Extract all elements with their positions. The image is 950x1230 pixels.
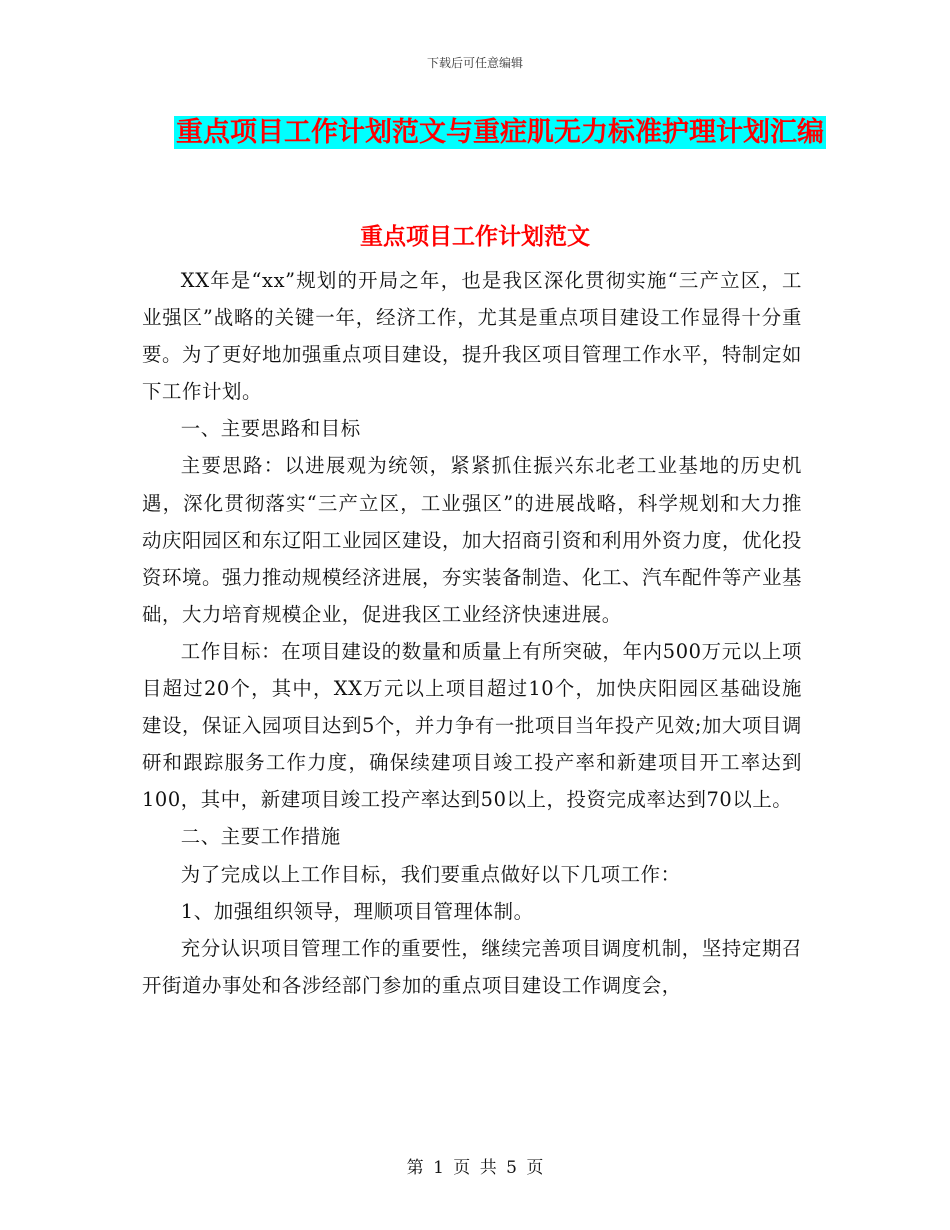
paragraph: 工作目标：在项目建设的数量和质量上有所突破，年内500万元以上项目超过20个，其中，XX万元以上项目超过10个，加快庆阳园区基础设施建设，保证入园项目达到5个，并力争有一批项目当年投产见效;加大项目调研和跟踪服务工作力度，确保续建项目竣工投产率和新建项目开工率达到100，其中，新建项目竣工投产率达到50以上，投资完成率达到70以上。 <box>142 639 802 812</box>
paragraph: 充分认识项目管理工作的重要性，继续完善项目调度机制，坚持定期召开街道办事处和各涉经部门参加的重点项目建设工作调度会， <box>142 936 802 997</box>
document-title-text: 重点项目工作计划范文与重症肌无力标准护理计划汇编 <box>176 117 824 148</box>
body-text <box>142 262 802 1004</box>
paragraph: XX年是“xx”规划的开局之年，也是我区深化贯彻实施“三产立区，工业强区”战略的关键一年，经济工作，尤其是重点项目建设工作显得十分重要。为了更好地加强重点项目建设，提升我区项目管理工作水平，特制定如下工作计划。 <box>142 269 802 404</box>
paragraph: 1、加强组织领导，理顺项目管理体制。 <box>180 899 534 923</box>
paragraph: 一、主要思路和目标 <box>180 417 361 441</box>
page-footer: 第 1 页 共 5 页 <box>406 1158 544 1178</box>
header-note: 下载后可任意编辑 <box>426 56 523 70</box>
section-title: 重点项目工作计划范文 <box>360 224 590 250</box>
paragraph: 为了完成以上工作目标，我们要重点做好以下几项工作： <box>180 862 681 886</box>
paragraph: 主要思路：以进展观为统领，紧紧抓住振兴东北老工业基地的历史机遇，深化贯彻落实“三产立区，工业强区”的进展战略，科学规划和大力推动庆阳园区和东辽阳工业园区建设，加大招商引资和利用外资力度，优化投资环境。强力推动规模经济进展，夯实装备制造、化工、汽车配件等产业基础，大力培育规模企业，促进我区工业经济快速进展。 <box>142 454 802 626</box>
paragraph: 二、主要工作措施 <box>180 825 341 849</box>
document-title <box>150 108 850 158</box>
